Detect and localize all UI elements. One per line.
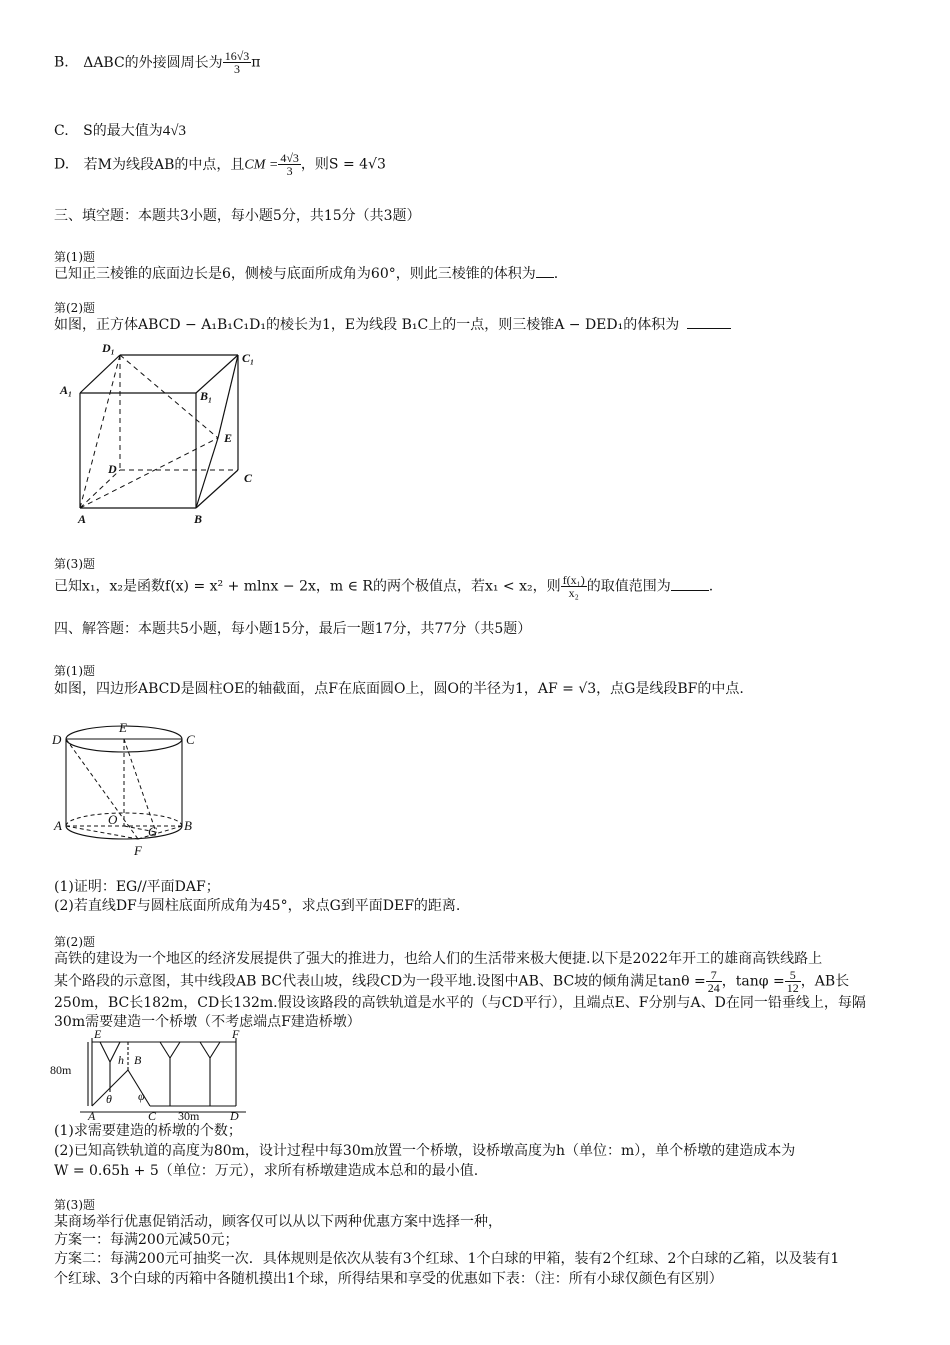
tan-theta-num: 7 <box>706 969 722 982</box>
q3-2-text <box>54 316 731 334</box>
q4-3-line2: 方案一：每满200元减50元； <box>54 1232 239 1248</box>
q4-2-line3: 250m，BC长182m，CD长132m.假设该路段的高铁轨道是水平的（与CD平行），且端点E、F分别与A、D在同一铅垂线上，每隔 <box>54 995 866 1011</box>
option-c-label: C. <box>54 123 69 139</box>
option-c-value: 4√3 <box>162 123 186 139</box>
q3-3-text <box>54 574 713 599</box>
tan-phi-den: 12 <box>786 981 799 995</box>
tan-theta-fraction <box>706 969 722 994</box>
bridge-label-h: h <box>118 1053 124 1067</box>
q4-2-line2a: 某个路段的示意图，其中线段AB BC代表山坡，线段CD为一段平地.设图中AB、BC坡的倾角满足tanθ = <box>54 973 706 990</box>
option-d-text: 若M为线段AB的中点，且 <box>83 156 245 173</box>
cube-figure <box>58 340 268 530</box>
q3-3-fraction <box>561 574 587 599</box>
option-b-denominator: 3 <box>233 62 240 76</box>
q3-1-label: 第(1)题 <box>54 250 95 264</box>
q4-2-part1: (1)求需要建造的桥墩的个数； <box>54 1123 242 1139</box>
q4-2-line2c: ，AB长 <box>800 973 850 990</box>
option-b-text: ΔABC的外接圆周长为 <box>83 54 223 71</box>
q4-2-line1: 高铁的建设为一个地区的经济发展提供了强大的推进力，也给人们的生活带来极大便捷.以下是2022年开工的雄商高铁线路上 <box>54 951 823 967</box>
q4-3-label: 第(3)题 <box>54 1198 95 1212</box>
label-d: D <box>108 462 117 476</box>
q3-2-blank <box>687 316 731 329</box>
q4-2-part3: W = 0.65h + 5（单位：万元），求所有桥墩建造成本总和的最小值. <box>54 1163 479 1179</box>
bridge-label-a: A <box>88 1109 96 1120</box>
q3-3-denominator: x₂ <box>568 586 579 600</box>
q3-3-numerator: f(x₁) <box>562 573 585 587</box>
option-d-fraction <box>278 152 301 177</box>
option-c-text: S的最大值为 <box>83 123 163 139</box>
label-c: C <box>244 471 253 485</box>
cyl-label-b: B <box>184 818 192 833</box>
q3-3-body2: 的取值范围为 <box>586 578 671 595</box>
section-3-title: 三、填空题：本题共3小题，每小题5分，共15分（共3题） <box>54 208 421 224</box>
tan-phi-fraction <box>785 969 801 994</box>
option-d-numerator: 4√3 <box>280 151 299 165</box>
q3-1-text <box>54 265 558 283</box>
q4-2-line4: 30m需要建造一个桥墩（不考虑端点F建造桥墩） <box>54 1014 361 1030</box>
q4-3-line1: 某商场举行优惠促销活动，顾客仅可以从以下两种优惠方案中选择一种， <box>54 1214 502 1230</box>
cyl-label-c: C <box>186 732 195 747</box>
q3-1-end: . <box>553 266 559 282</box>
q3-3-label: 第(3)题 <box>54 557 95 571</box>
cyl-label-g: G <box>148 824 158 839</box>
q4-2-line2 <box>54 969 849 994</box>
cylinder-figure <box>52 718 212 868</box>
section-4-title: 四、解答题：本题共5小题，每小题15分，最后一题17分，共77分（共5题） <box>54 621 532 637</box>
option-d <box>54 152 386 177</box>
cyl-label-f: F <box>134 843 142 858</box>
label-d1: D₁ <box>102 341 115 355</box>
bridge-label-d: D <box>230 1109 239 1120</box>
option-d-cm: CM = <box>244 157 279 173</box>
label-c1: C₁ <box>242 351 255 365</box>
label-a: A <box>78 512 87 526</box>
bridge-label-f: F <box>232 1028 240 1041</box>
bridge-label-phi: φ <box>138 1089 145 1103</box>
bridge-label-c: C <box>148 1109 157 1120</box>
cyl-label-e: E <box>119 720 127 735</box>
q4-2-line2b: ，tanφ = <box>721 973 785 990</box>
bridge-figure <box>50 1028 250 1120</box>
q3-2-body: 如图，正方体ABCD − A₁B₁C₁D₁的棱长为1，E为线段 B₁C上的一点，则三棱锥A − DED₁的体积为 <box>54 317 680 333</box>
q4-3-line3: 方案二：每满200元可抽奖一次．具体规则是依次从装有3个红球、1个白球的甲箱，装有2个红球、2个白球的乙箱，以及装有1 <box>54 1251 840 1267</box>
option-d-tail: ，则S = 4√3 <box>300 156 386 173</box>
bridge-label-e: E <box>94 1028 102 1041</box>
q4-3-line4: 个红球、3个白球的丙箱中各随机摸出1个球，所得结果和享受的优惠如下表：（注：所有小球仅颜色有区别） <box>54 1271 723 1287</box>
q3-3-blank <box>671 578 709 591</box>
q4-2-label: 第(2)题 <box>54 935 95 949</box>
option-d-label: D. <box>54 156 70 173</box>
bridge-label-30m: 30m <box>178 1109 200 1120</box>
cyl-label-d: D <box>52 732 62 747</box>
cyl-label-o: O <box>108 812 118 827</box>
tan-phi-num: 5 <box>785 969 801 982</box>
q4-1-part2: (2)若直线DF与圆柱底面所成角为45°，求点G到平面DEF的距离. <box>54 898 461 914</box>
q3-3-end: . <box>708 578 714 595</box>
q4-2-part2: (2)已知高铁轨道的高度为80m，设计过程中每30m放置一个桥墩，设桥墩高度为h（单位：m），单个桥墩的建造成本为 <box>54 1143 796 1159</box>
label-e: E <box>224 431 233 445</box>
q4-1-part1: (1)证明：EG//平面DAF； <box>54 879 220 895</box>
label-b1: B₁ <box>200 389 213 403</box>
label-a1: A₁ <box>60 383 73 397</box>
option-b <box>54 50 260 75</box>
q3-1-blank <box>536 265 554 278</box>
bridge-label-b: B <box>134 1053 142 1067</box>
q4-1-text: 如图，四边形ABCD是圆柱OE的轴截面，点F在底面圆O上，圆O的半径为1，AF = √3，点G是线段BF的中点. <box>54 681 744 697</box>
option-c <box>54 122 186 140</box>
q4-1-label: 第(1)题 <box>54 664 95 678</box>
bridge-label-theta: θ <box>106 1092 112 1106</box>
option-b-pi: π <box>251 54 261 71</box>
option-b-label: B. <box>54 54 69 71</box>
option-d-denominator: 3 <box>286 164 293 178</box>
bridge-label-80m: 80m <box>50 1063 72 1077</box>
q3-3-body1: 已知x₁，x₂是函数f(x) = x² + mlnx − 2x，m ∈ R的两个极值点，若x₁ < x₂，则 <box>54 578 561 595</box>
cyl-label-a: A <box>54 818 62 833</box>
label-b: B <box>194 512 203 526</box>
option-b-fraction <box>223 50 252 75</box>
option-b-numerator: 16√3 <box>224 49 250 63</box>
q3-1-body: 已知正三棱锥的底面边长是6，侧棱与底面所成角为60°，则此三棱锥的体积为 <box>54 266 536 282</box>
q3-2-label: 第(2)题 <box>54 301 95 315</box>
tan-theta-den: 24 <box>707 981 720 995</box>
